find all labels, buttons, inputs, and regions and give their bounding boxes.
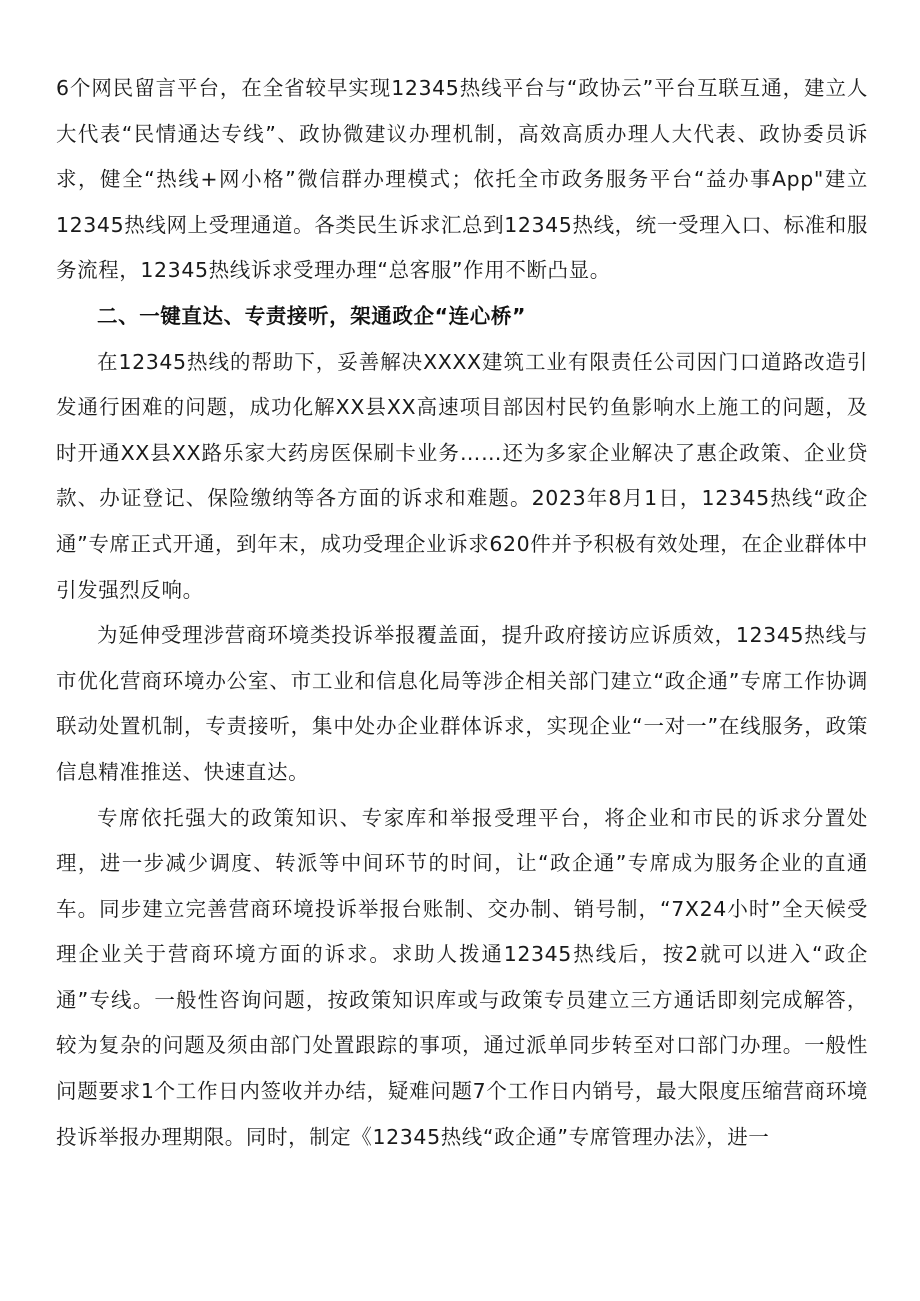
- paragraph-enterprise-cases: 在12345热线的帮助下，妥善解决XXXX建筑工业有限责任公司因门口道路改造引发通行困难的问题，成功化解XX县XX高速项目部因村民钓鱼影响水上施工的问题，及时开通XX县XX路乐家大药房医保刷卡业务……还为多家企业解决了惠企政策、企业贷款、办证登记、保险缴纳等各方面的诉求和难题。2023年8月1日，12345热线“政企通”专席正式开通，到年末，成功受理企业诉求620件并予积极有效处理，在企业群体中引发强烈反响。: [56, 349, 868, 602]
- paragraph-coverage-extension: 为延伸受理涉营商环境类投诉举报覆盖面，提升政府接访应诉质效，12345热线与市优化营商环境办公室、市工业和信息化局等涉企相关部门建立“政企通”专席工作协调联动处置机制，专责接听，集中处办企业群体诉求，实现企业“一对一”在线服务，政策信息精准推送、快速直达。: [56, 623, 868, 784]
- section-heading-2: 二、一键直达、专责接听，架通政企“连心桥”: [97, 303, 527, 328]
- paragraph-dedicated-line: 专席依托强大的政策知识、专家库和举报受理平台，将企业和市民的诉求分置处理，进一步减少调度、转派等中间环节的时间，让“政企通”专席成为服务企业的直通车。同步建立完善营商环境投诉举报台账制、交办制、销号制，“7X24小时”全天候受理企业关于营商环境方面的诉求。求助人拨通12345热线后，按2就可以进入“政企通”专线。一般性咨询问题，按政策知识库或与政策专员建立三方通话即刻完成解答，较为复杂的问题及须由部门处置跟踪的事项，通过派单同步转至对口部门办理。一般性问题要求1个工作日内签收并办结，疑难问题7个工作日内销号，最大限度压缩营商环境投诉举报办理期限。同时，制定《12345热线“政企通”专席管理办法》，进一: [56, 805, 868, 1149]
- paragraph-continuation: 6个网民留言平台，在全省较早实现12345热线平台与“政协云”平台互联互通，建立人大代表“民情通达专线”、政协微建议办理机制，高效高质办理人大代表、政协委员诉求，健全“热线+网小格”微信群办理模式；依托全市政务服务平台“益办事App"建立12345热线网上受理通道。各类民生诉求汇总到12345热线，统一受理入口、标准和服务流程，12345热线诉求受理办理“总客服”作用不断凸显。: [56, 76, 868, 283]
